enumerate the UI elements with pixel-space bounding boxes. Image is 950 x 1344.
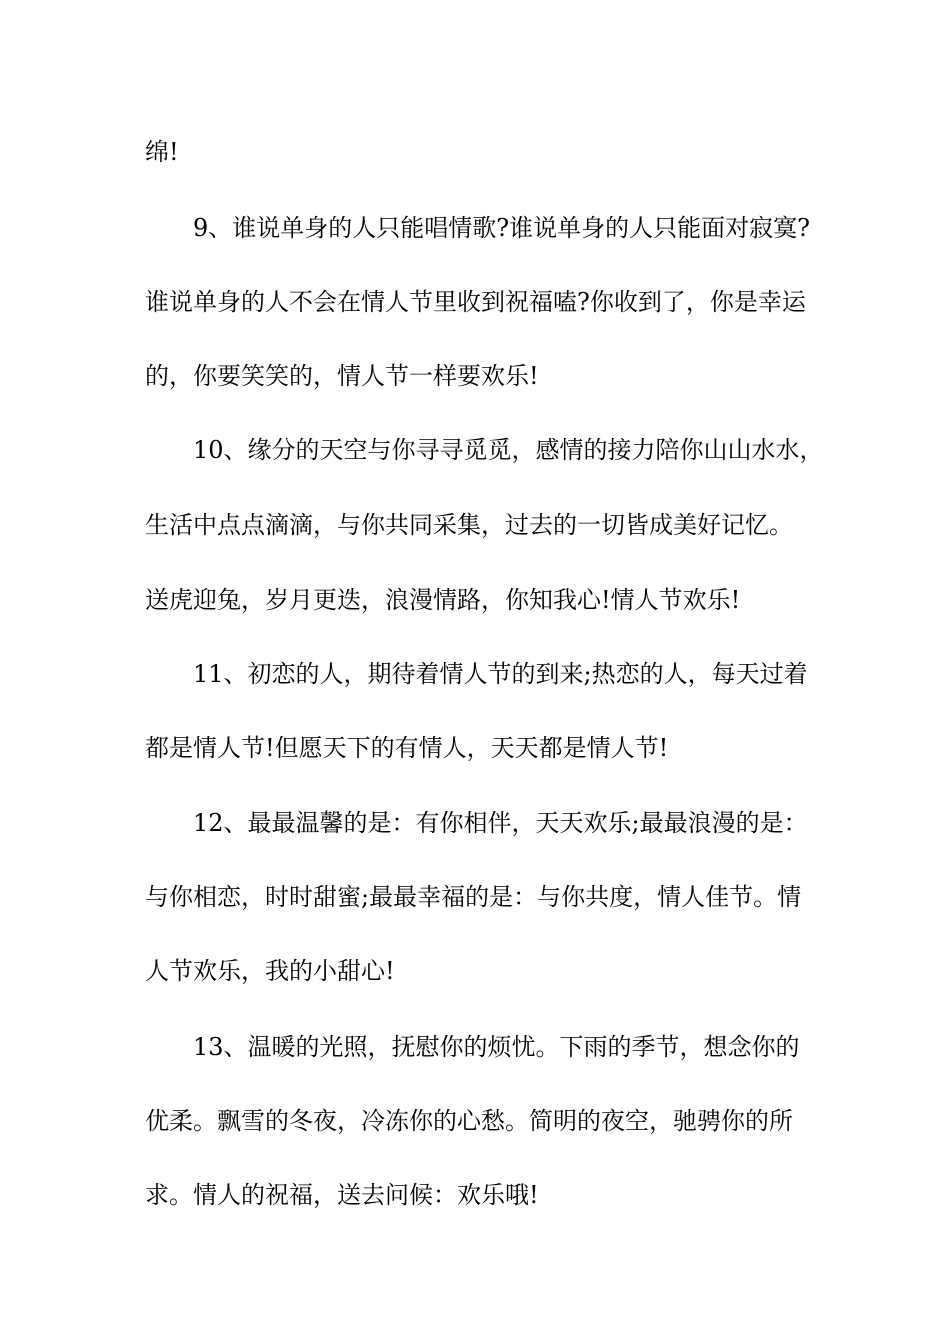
text-line: 优柔。飘雪的冬夜，冷冻你的心愁。简明的夜空，驰骋你的所 xyxy=(145,1107,793,1135)
paragraph-start-line: 9、谁说单身的人只能唱情歌?谁说单身的人只能面对寂寞? xyxy=(193,214,811,242)
paragraph-start-line: 13、温暖的光照，抚慰你的烦忧。下雨的季节，想念你的 xyxy=(193,1033,800,1061)
paragraph-start-line: 10、缘分的天空与你寻寻觅觅，感情的接力陪你山山水水， xyxy=(193,436,824,464)
paragraph-start-line: 12、最最温馨的是：有你相伴，天天欢乐;最最浪漫的是： xyxy=(193,809,808,837)
text-line: 人节欢乐，我的小甜心! xyxy=(145,957,395,985)
text-line: 生活中点点滴滴，与你共同采集，过去的一切皆成美好记忆。 xyxy=(145,511,793,539)
text-line: 的，你要笑笑的，情人节一样要欢乐! xyxy=(145,362,539,390)
text-line: 求。情人的祝福，送去问候：欢乐哦! xyxy=(145,1181,539,1209)
text-line: 都是情人节!但愿天下的有情人，天天都是情人节! xyxy=(145,734,669,762)
text-line: 送虎迎兔，岁月更迭，浪漫情路，你知我心!情人节欢乐! xyxy=(145,586,741,614)
text-line: 与你相恋，时时甜蜜;最最幸福的是：与你共度，情人佳节。情 xyxy=(145,883,802,911)
text-line: 绵! xyxy=(145,138,179,166)
paragraph-start-line: 11、初恋的人，期待着情人节的到来;热恋的人，每天过着 xyxy=(193,660,808,688)
text-line: 谁说单身的人不会在情人节里收到祝福嗑?你收到了，你是幸运 xyxy=(145,288,806,316)
